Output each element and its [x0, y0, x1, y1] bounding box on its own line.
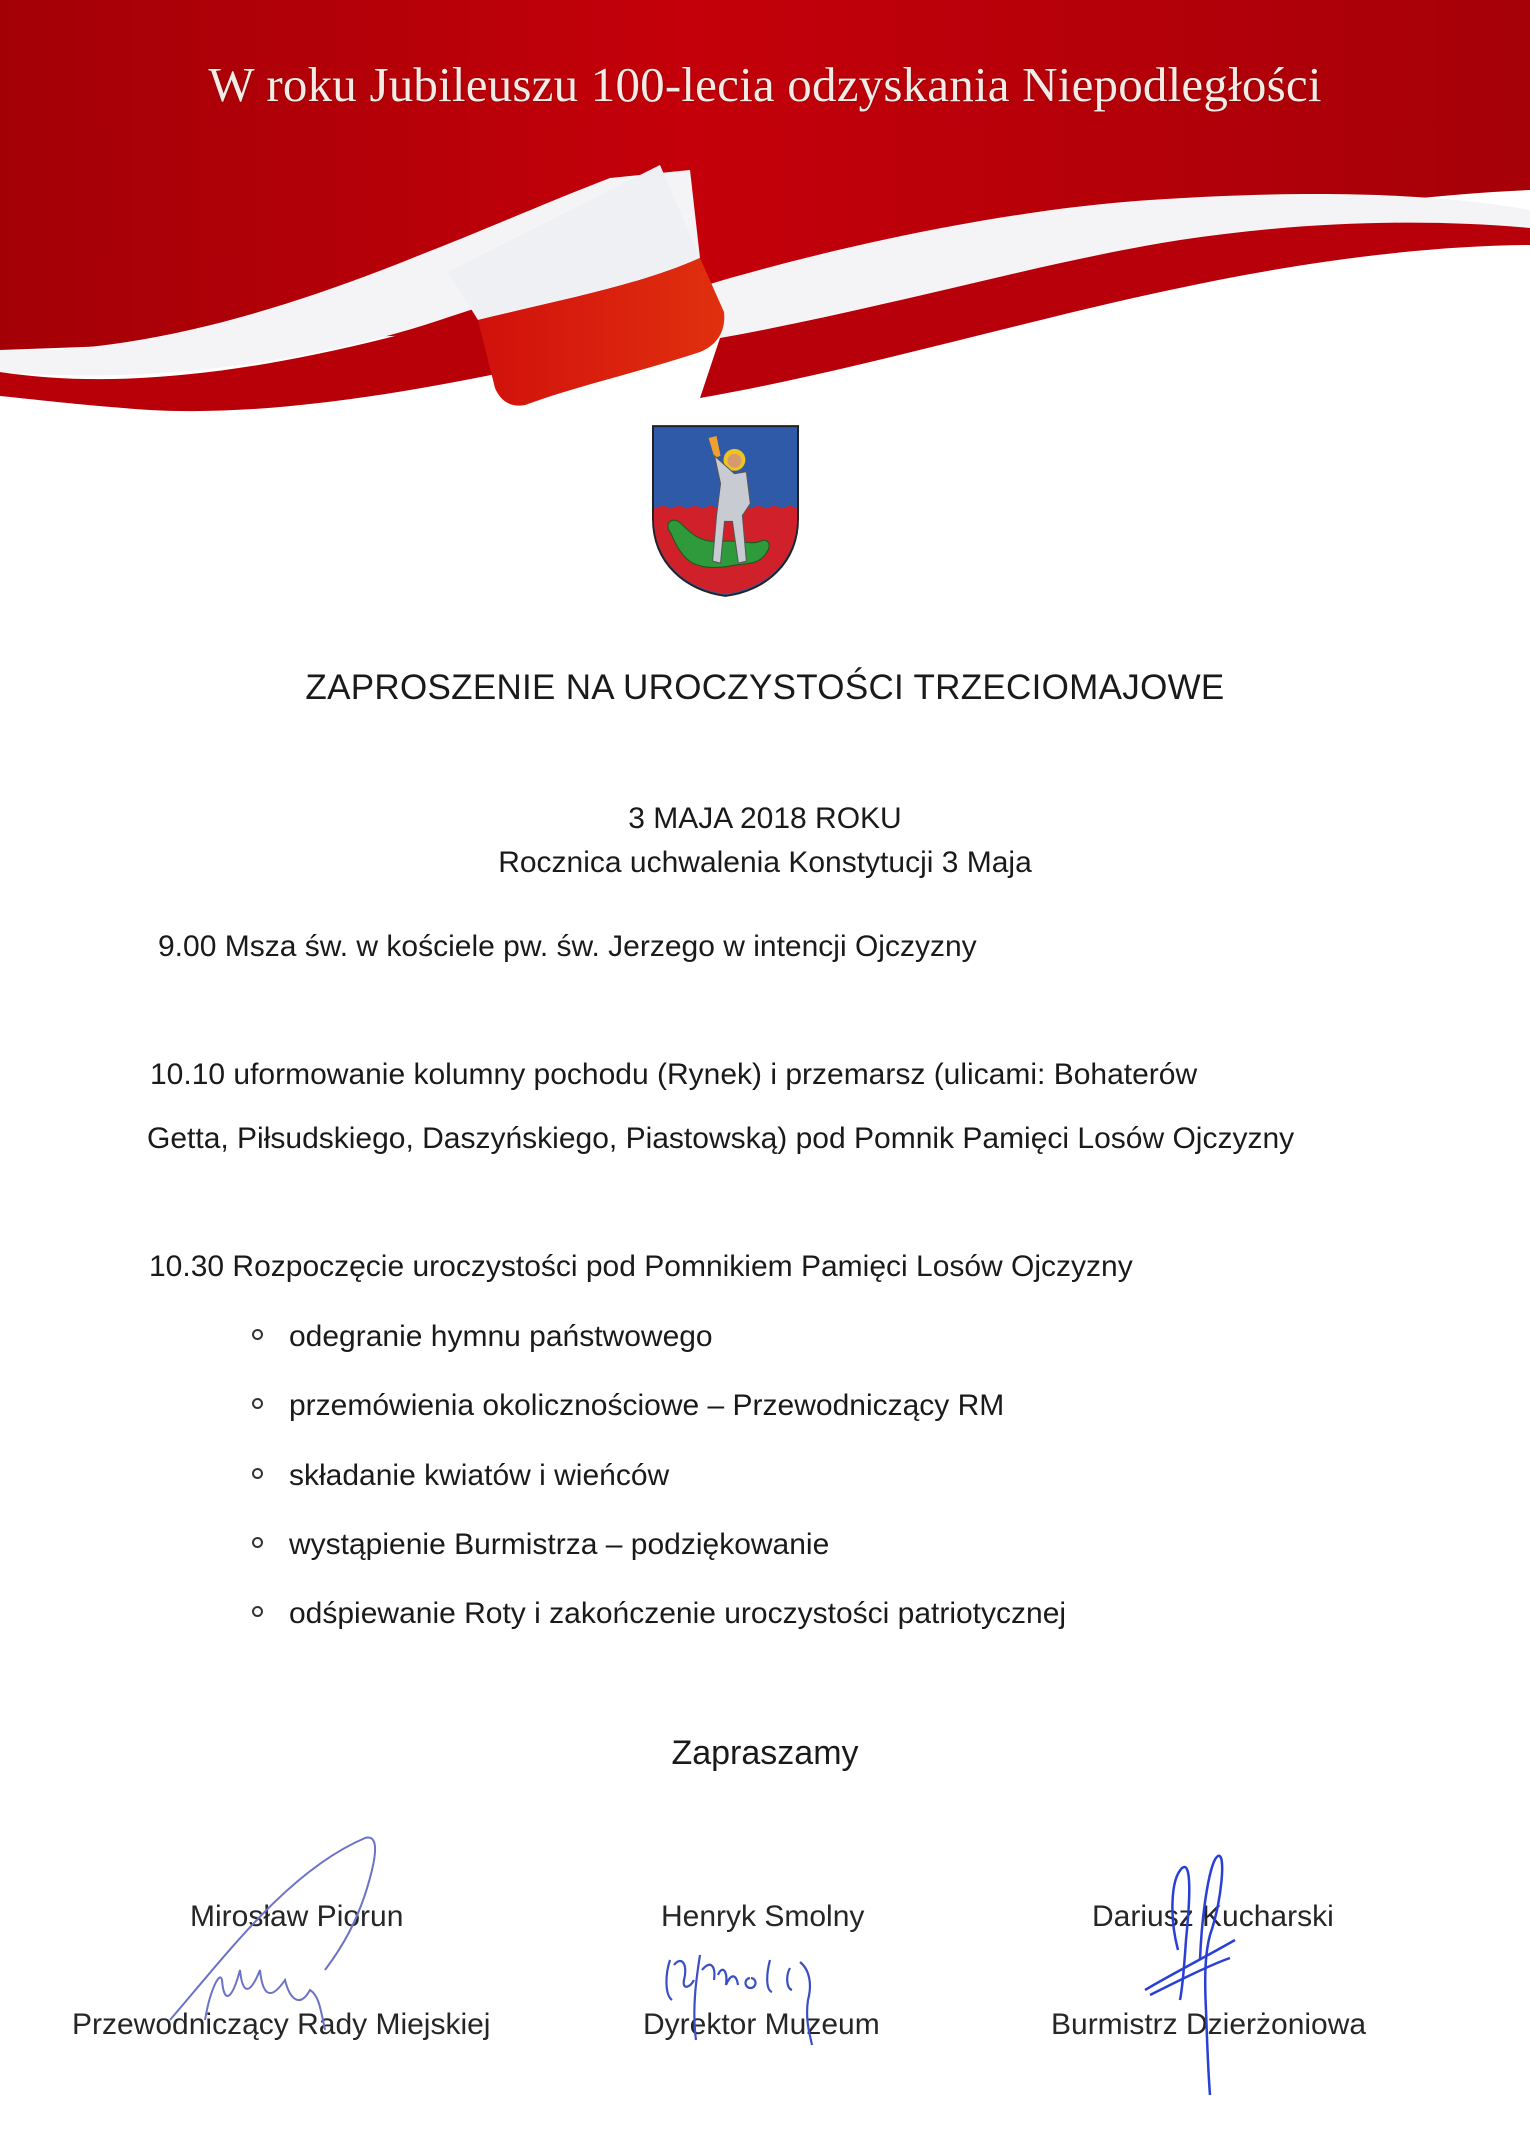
signatory-name: Mirosław Piorun — [190, 1900, 404, 1933]
program-item — [252, 1528, 829, 1562]
program-item-text: wystąpienie Burmistrza – podziękowanie — [289, 1528, 830, 1561]
document-title: ZAPROSZENIE NA UROCZYSTOŚCI TRZECIOMAJOWE — [305, 668, 1225, 707]
banner-title: W roku Jubileuszu 100-lecia odzyskania Niepodległości — [208, 57, 1322, 112]
schedule-item-1030: 10.30 Rozpoczęcie uroczystości pod Pomnikiem Pamięci Losów Ojczyzny — [149, 1250, 1133, 1283]
program-item — [252, 1597, 1066, 1631]
program-item-text: przemówienia okolicznościowe – Przewodniczący RM — [289, 1389, 1005, 1422]
closing-invitation: Zapraszamy — [671, 1734, 859, 1772]
signatory-name: Henryk Smolny — [661, 1900, 865, 1933]
schedule-item-1010-line2: Getta, Piłsudskiego, Daszyńskiego, Piastowską) pod Pomnik Pamięci Losów Ojczyzny — [147, 1122, 1295, 1155]
signature-kucharski-icon — [1140, 1840, 1260, 2100]
circle-bullet-icon — [252, 1537, 263, 1548]
circle-bullet-icon — [252, 1398, 263, 1409]
signatory-role: Burmistrz Dzierżoniowa — [1051, 2008, 1367, 2041]
program-item-text: odśpiewanie Roty i zakończenie uroczystości patriotycznej — [289, 1597, 1067, 1630]
program-item-text: odegranie hymnu państwowego — [289, 1320, 713, 1353]
program-item — [252, 1389, 1004, 1423]
circle-bullet-icon — [252, 1606, 263, 1617]
schedule-item-1010-line1: 10.10 uformowanie kolumny pochodu (Rynek) i przemarsz (ulicami: Bohaterów — [150, 1058, 1198, 1091]
coat-of-arms-icon — [651, 424, 800, 598]
signatory-role: Przewodniczący Rady Miejskiej — [72, 2008, 491, 2041]
circle-bullet-icon — [252, 1468, 263, 1479]
signature-piorun-icon — [150, 1830, 390, 2060]
event-date: 3 MAJA 2018 ROKU — [628, 802, 902, 835]
event-occasion: Rocznica uchwalenia Konstytucji 3 Maja — [498, 846, 1032, 879]
schedule-item-900: 9.00 Msza św. w kościele pw. św. Jerzego w intencji Ojczyzny — [158, 930, 977, 963]
signatory-role: Dyrektor Muzeum — [643, 2008, 880, 2041]
program-item — [252, 1459, 669, 1493]
signature-smolny-icon — [660, 1950, 880, 2060]
signatory-name: Dariusz Kucharski — [1092, 1900, 1334, 1933]
circle-bullet-icon — [252, 1329, 263, 1340]
program-item — [252, 1320, 713, 1354]
program-item-text: składanie kwiatów i wieńców — [289, 1459, 670, 1492]
